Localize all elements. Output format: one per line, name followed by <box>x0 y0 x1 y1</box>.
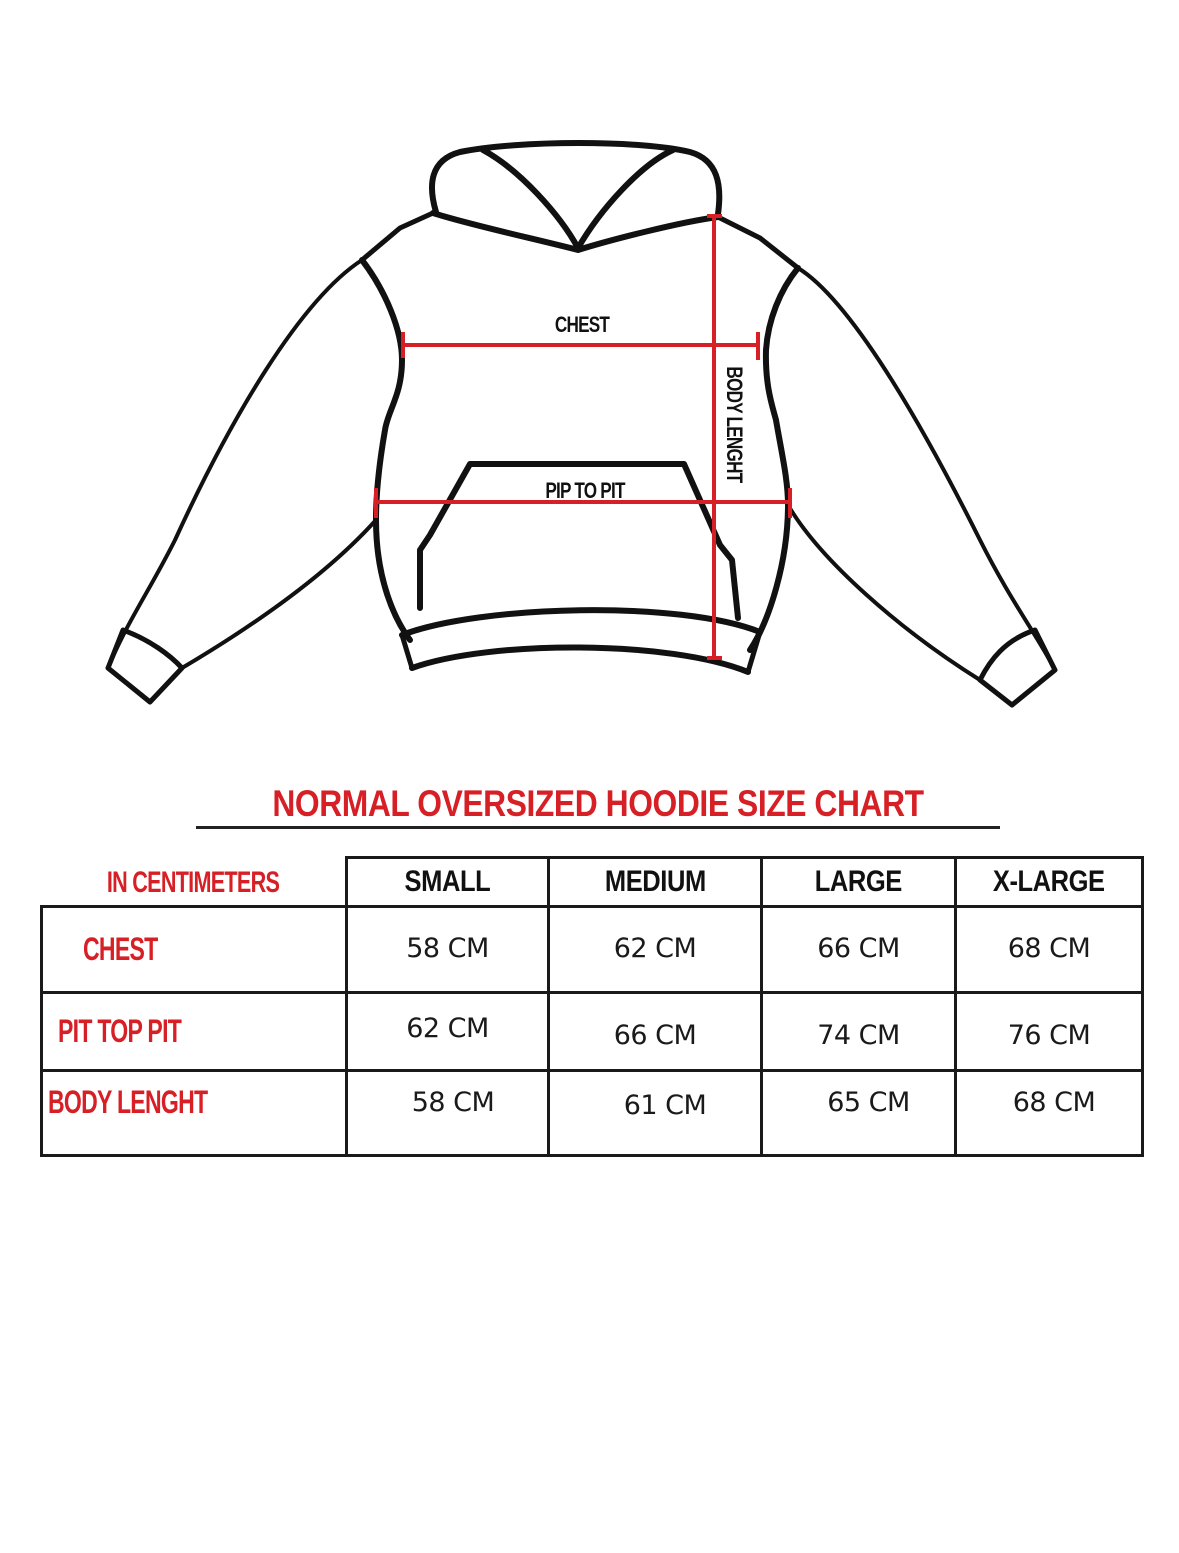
row-label-pit-top-pit: PIT TOP PIT <box>58 1013 182 1049</box>
table-row-label <box>43 1072 343 1136</box>
table-cell <box>957 908 1141 988</box>
hoodie-diagram <box>0 0 1179 740</box>
table-cell <box>348 994 547 1062</box>
column-header-small <box>348 859 547 905</box>
cell-value: 66 CM <box>613 1019 697 1051</box>
cell-value: 68 CM <box>1007 932 1091 964</box>
table-row-label <box>43 908 343 991</box>
cell-value: 58 CM <box>406 932 489 964</box>
cell-value: 65 CM <box>827 1086 910 1118</box>
column-header-label: X-LARGE <box>993 865 1105 898</box>
table-divider <box>40 1154 1144 1157</box>
table-row-label <box>43 994 343 1069</box>
column-header-medium <box>550 859 760 905</box>
unit-label: IN CENTIMETERS <box>106 866 280 899</box>
size-table <box>40 856 1144 1158</box>
hoodie-outline-icon <box>0 0 1179 740</box>
table-cell <box>957 1001 1141 1069</box>
table-cell <box>348 908 547 988</box>
cell-value: 68 CM <box>1012 1086 1096 1118</box>
cell-value: 62 CM <box>406 1012 489 1044</box>
title-underline <box>196 826 1000 829</box>
row-label-chest: CHEST <box>83 931 158 967</box>
cell-value: 62 CM <box>613 932 697 964</box>
body-length-measure-label: BODY LENGHT <box>722 366 747 483</box>
column-header-x-large <box>957 859 1141 905</box>
table-cell <box>773 1072 964 1132</box>
cell-value: 58 CM <box>411 1086 495 1118</box>
chest-measure-label: CHEST <box>554 312 610 337</box>
table-cell <box>348 1072 558 1132</box>
page-title: NORMAL OVERSIZED HOODIE SIZE CHART <box>272 783 924 824</box>
row-label-body-length: BODY LENGHT <box>48 1084 208 1120</box>
table-cell <box>550 908 760 988</box>
table-cell <box>763 1001 954 1069</box>
table-cell <box>550 1001 760 1069</box>
cell-value: 76 CM <box>1007 1019 1091 1051</box>
table-cell <box>560 1075 770 1135</box>
cell-value: 74 CM <box>817 1019 900 1051</box>
column-header-label: SMALL <box>404 865 491 898</box>
cell-value: 66 CM <box>817 932 900 964</box>
size-chart-heading <box>196 782 1000 829</box>
table-cell <box>962 1072 1146 1132</box>
column-header-label: LARGE <box>814 865 903 898</box>
column-header-large <box>763 859 954 905</box>
column-header-label: MEDIUM <box>604 865 706 898</box>
cell-value: 61 CM <box>623 1089 707 1121</box>
table-cell <box>763 908 954 988</box>
pit-to-pit-measure-label: PIP TO PIT <box>545 478 625 503</box>
